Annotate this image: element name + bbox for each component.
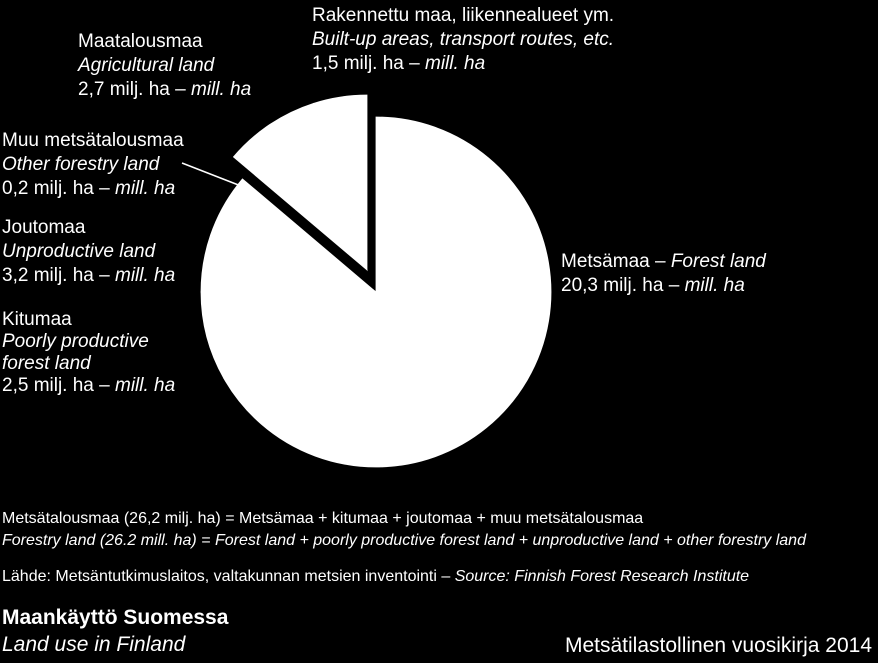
note-formula-fi: Metsätalousmaa (26,2 milj. ha) = Metsämaa + kitumaa + joutomaa + muu metsätalousmaa	[2, 510, 644, 527]
label-poorly-productive-en-2: forest land	[2, 353, 91, 374]
figure-title-fi: Maankäyttö Suomessa	[2, 606, 229, 629]
label-other-forestry	[2, 129, 184, 201]
label-unproductive-unit-en: mill. ha	[115, 265, 176, 286]
note-source-fi: Lähde: Metsäntutkimuslaitos, valtakunnan metsien inventointi –	[2, 568, 455, 585]
label-built-up	[312, 4, 614, 76]
label-other-forestry-value: 0,2 milj. ha –	[2, 178, 115, 199]
label-built-up-fi: Rakennettu maa, liikennealueet ym.	[312, 5, 615, 26]
label-built-up-value: 1,5 milj. ha –	[312, 53, 425, 74]
label-other-forestry-unit-en: mill. ha	[115, 178, 176, 199]
label-poorly-productive	[2, 309, 175, 397]
label-forest-land-value: 20,3 milj. ha –	[561, 275, 685, 296]
label-other-forestry-fi: Muu metsätalousmaa	[2, 130, 184, 151]
yearbook-label: Metsätilastollinen vuosikirja 2014	[565, 634, 872, 657]
label-built-up-en: Built-up areas, transport routes, etc.	[312, 29, 615, 50]
label-poorly-productive-unit-en: mill. ha	[115, 375, 176, 396]
note-formula-en: Forestry land (26.2 mill. ha) = Forest land + poorly productive forest land + unproductive land + other forestry land	[2, 532, 806, 549]
label-agricultural-value: 2,7 milj. ha –	[78, 79, 191, 100]
note-source	[2, 568, 749, 586]
label-forest-land-fi: Metsämaa –	[561, 251, 671, 272]
label-forest-land-unit-en: mill. ha	[684, 275, 745, 296]
leader-line-other-forestry	[182, 163, 241, 186]
label-built-up-unit-en: mill. ha	[425, 53, 486, 74]
label-forest-land-en: Forest land	[670, 251, 766, 272]
label-agricultural-unit-en: mill. ha	[191, 79, 252, 100]
label-agricultural	[78, 30, 251, 102]
label-poorly-productive-value: 2,5 milj. ha –	[2, 375, 115, 396]
label-unproductive	[2, 216, 175, 288]
label-other-forestry-en: Other forestry land	[2, 154, 160, 175]
label-forest-land	[561, 250, 766, 298]
label-unproductive-value: 3,2 milj. ha –	[2, 265, 115, 286]
label-unproductive-fi: Joutomaa	[2, 217, 86, 238]
note-source-en: Source: Finnish Forest Research Institute	[454, 568, 750, 585]
label-unproductive-en: Unproductive land	[2, 241, 156, 262]
figure-title-en: Land use in Finland	[2, 633, 186, 656]
label-agricultural-en: Agricultural land	[78, 55, 215, 76]
label-poorly-productive-en-1: Poorly productive	[2, 331, 149, 352]
label-poorly-productive-fi: Kitumaa	[2, 309, 72, 330]
label-agricultural-fi: Maatalousmaa	[78, 31, 203, 52]
